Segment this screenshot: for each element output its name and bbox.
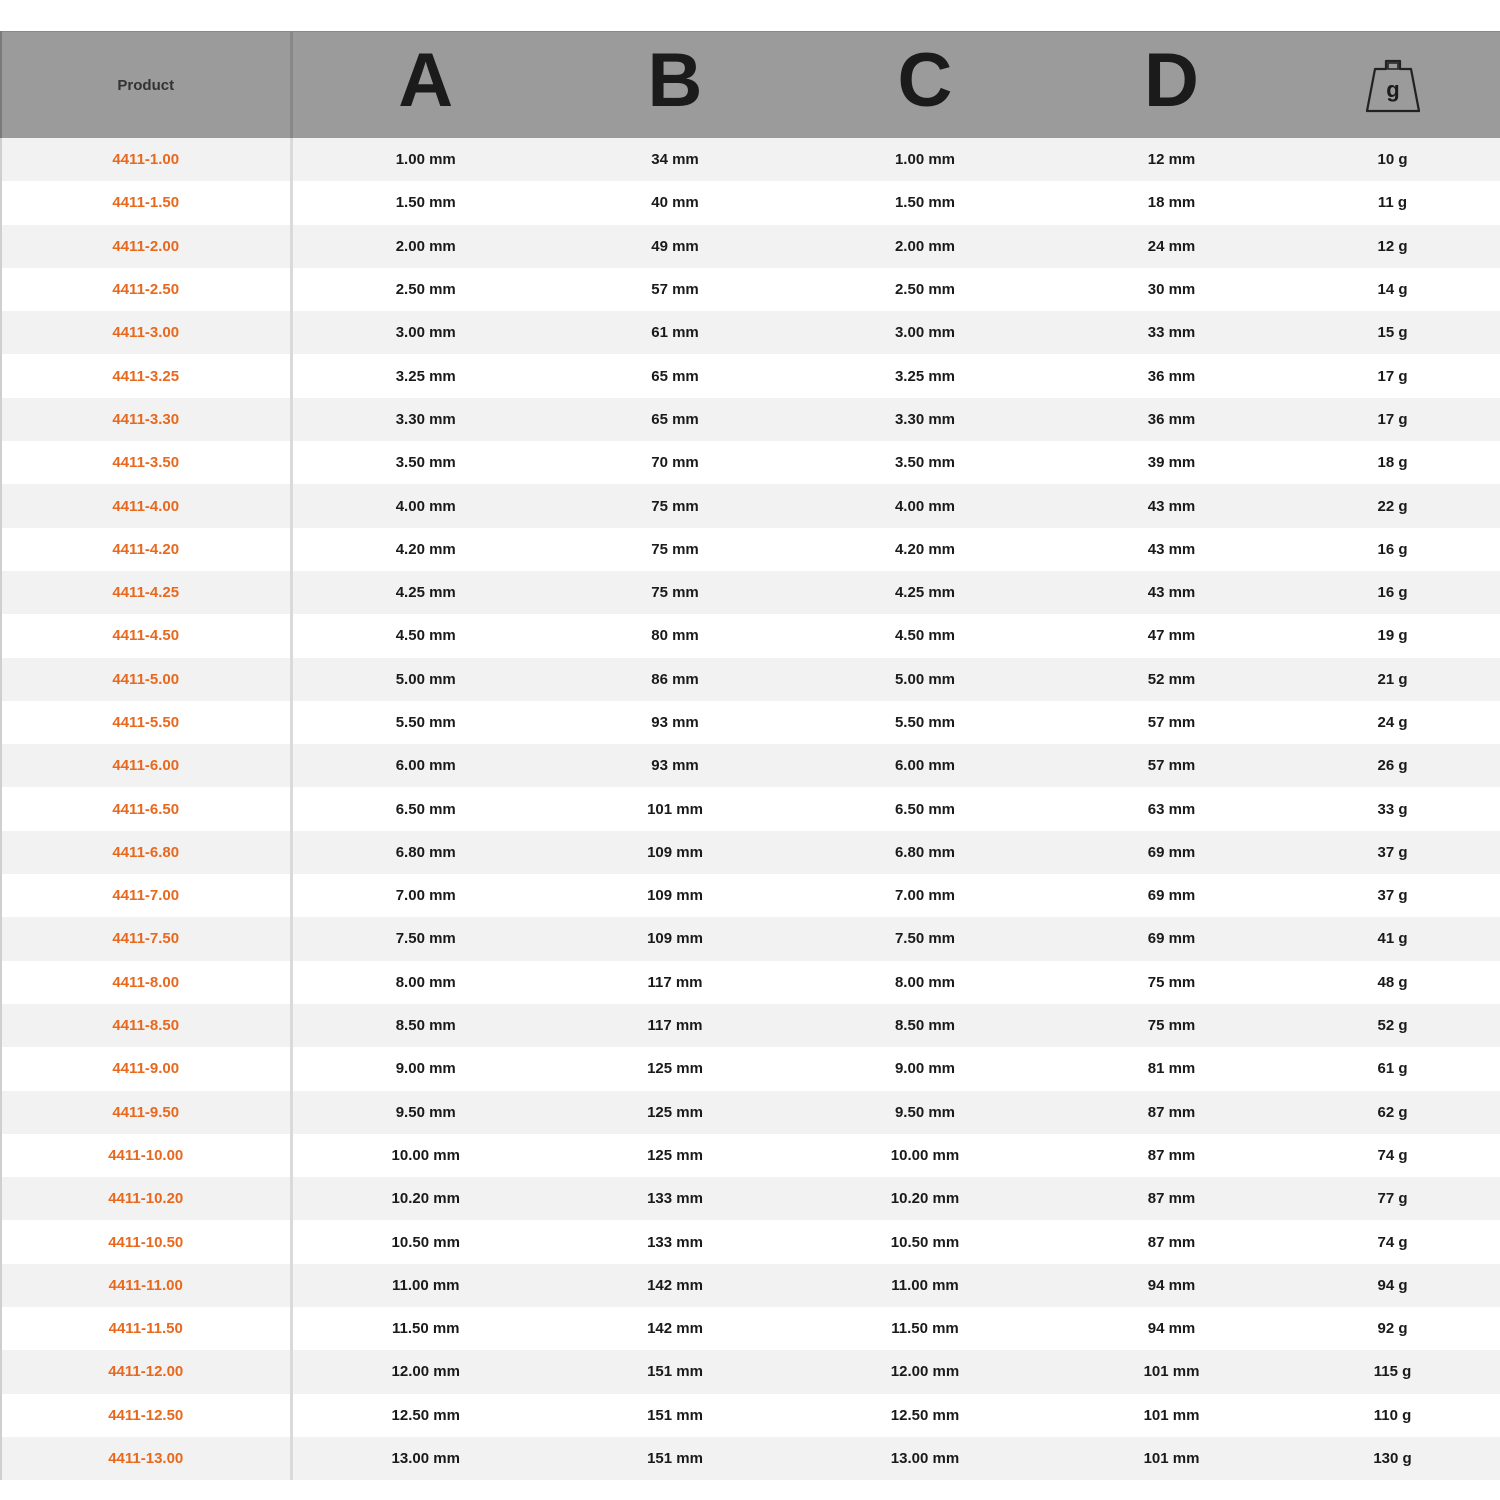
header-row [1, 32, 1500, 139]
c-cell: 3.00 mm [791, 311, 1059, 354]
product-cell[interactable]: 4411-11.00 [1, 1264, 291, 1307]
b-cell: 75 mm [559, 528, 791, 571]
product-cell[interactable]: 4411-10.00 [1, 1134, 291, 1177]
table-row [1, 744, 1500, 787]
table-row [1, 658, 1500, 701]
a-cell: 12.00 mm [291, 1350, 559, 1393]
product-cell[interactable]: 4411-7.00 [1, 874, 291, 917]
table-row [1, 701, 1500, 744]
product-cell[interactable]: 4411-1.50 [1, 181, 291, 224]
product-cell[interactable]: 4411-3.00 [1, 311, 291, 354]
table-row [1, 138, 1500, 181]
a-cell: 4.20 mm [291, 528, 559, 571]
weight-cell: 22 g [1284, 484, 1500, 527]
header-b-label: B [647, 38, 703, 123]
weight-cell: 17 g [1284, 354, 1500, 397]
d-cell: 69 mm [1059, 831, 1284, 874]
c-cell: 1.00 mm [791, 138, 1059, 181]
d-cell: 94 mm [1059, 1307, 1284, 1350]
d-cell: 87 mm [1059, 1220, 1284, 1263]
d-cell: 101 mm [1059, 1437, 1284, 1480]
c-cell: 8.00 mm [791, 961, 1059, 1004]
a-cell: 9.50 mm [291, 1091, 559, 1134]
table-body [1, 138, 1500, 1480]
table-row [1, 787, 1500, 830]
b-cell: 34 mm [559, 138, 791, 181]
d-cell: 24 mm [1059, 225, 1284, 268]
d-cell: 47 mm [1059, 614, 1284, 657]
product-cell[interactable]: 4411-6.50 [1, 787, 291, 830]
d-cell: 43 mm [1059, 484, 1284, 527]
weight-cell: 115 g [1284, 1350, 1500, 1393]
b-cell: 142 mm [559, 1264, 791, 1307]
table-row [1, 225, 1500, 268]
weight-cell: 17 g [1284, 398, 1500, 441]
b-cell: 117 mm [559, 961, 791, 1004]
b-cell: 93 mm [559, 744, 791, 787]
table-row [1, 1350, 1500, 1393]
b-cell: 125 mm [559, 1047, 791, 1090]
weight-cell: 62 g [1284, 1091, 1500, 1134]
d-cell: 101 mm [1059, 1394, 1284, 1437]
a-cell: 3.30 mm [291, 398, 559, 441]
product-cell[interactable]: 4411-2.00 [1, 225, 291, 268]
table-row [1, 311, 1500, 354]
table-row [1, 1047, 1500, 1090]
weight-icon [1364, 55, 1422, 115]
d-cell: 36 mm [1059, 398, 1284, 441]
weight-cell: 74 g [1284, 1220, 1500, 1263]
a-cell: 4.50 mm [291, 614, 559, 657]
b-cell: 117 mm [559, 1004, 791, 1047]
d-cell: 36 mm [1059, 354, 1284, 397]
d-cell: 57 mm [1059, 701, 1284, 744]
table-row [1, 528, 1500, 571]
product-cell[interactable]: 4411-9.50 [1, 1091, 291, 1134]
product-cell[interactable]: 4411-4.00 [1, 484, 291, 527]
c-cell: 3.25 mm [791, 354, 1059, 397]
b-cell: 101 mm [559, 787, 791, 830]
d-cell: 52 mm [1059, 658, 1284, 701]
c-cell: 5.50 mm [791, 701, 1059, 744]
table-row [1, 1394, 1500, 1437]
b-cell: 109 mm [559, 917, 791, 960]
table-row [1, 614, 1500, 657]
table-row [1, 1134, 1500, 1177]
d-cell: 81 mm [1059, 1047, 1284, 1090]
weight-cell: 37 g [1284, 874, 1500, 917]
table-header [1, 32, 1500, 139]
d-cell: 43 mm [1059, 571, 1284, 614]
c-cell: 10.00 mm [791, 1134, 1059, 1177]
a-cell: 3.50 mm [291, 441, 559, 484]
a-cell: 7.50 mm [291, 917, 559, 960]
b-cell: 70 mm [559, 441, 791, 484]
b-cell: 151 mm [559, 1394, 791, 1437]
table-row [1, 398, 1500, 441]
product-cell[interactable]: 4411-12.00 [1, 1350, 291, 1393]
weight-cell: 74 g [1284, 1134, 1500, 1177]
c-cell: 1.50 mm [791, 181, 1059, 224]
product-cell[interactable]: 4411-4.25 [1, 571, 291, 614]
c-cell: 9.50 mm [791, 1091, 1059, 1134]
table-row [1, 917, 1500, 960]
weight-cell: 41 g [1284, 917, 1500, 960]
header-b [559, 32, 791, 139]
b-cell: 151 mm [559, 1350, 791, 1393]
table-row [1, 441, 1500, 484]
product-cell[interactable]: 4411-5.00 [1, 658, 291, 701]
d-cell: 87 mm [1059, 1134, 1284, 1177]
c-cell: 3.30 mm [791, 398, 1059, 441]
product-cell[interactable]: 4411-13.00 [1, 1437, 291, 1480]
d-cell: 18 mm [1059, 181, 1284, 224]
c-cell: 7.00 mm [791, 874, 1059, 917]
table-row [1, 268, 1500, 311]
b-cell: 86 mm [559, 658, 791, 701]
product-cell[interactable]: 4411-5.50 [1, 701, 291, 744]
a-cell: 10.50 mm [291, 1220, 559, 1263]
d-cell: 75 mm [1059, 1004, 1284, 1047]
b-cell: 61 mm [559, 311, 791, 354]
c-cell: 4.20 mm [791, 528, 1059, 571]
b-cell: 133 mm [559, 1220, 791, 1263]
weight-cell: 92 g [1284, 1307, 1500, 1350]
product-cell[interactable]: 4411-3.30 [1, 398, 291, 441]
weight-cell: 15 g [1284, 311, 1500, 354]
weight-cell: 77 g [1284, 1177, 1500, 1220]
weight-cell: 18 g [1284, 441, 1500, 484]
a-cell: 7.00 mm [291, 874, 559, 917]
a-cell: 5.50 mm [291, 701, 559, 744]
product-cell[interactable]: 4411-3.25 [1, 354, 291, 397]
product-cell[interactable]: 4411-9.00 [1, 1047, 291, 1090]
weight-cell: 48 g [1284, 961, 1500, 1004]
header-a [291, 32, 559, 139]
a-cell: 13.00 mm [291, 1437, 559, 1480]
weight-cell: 16 g [1284, 571, 1500, 614]
c-cell: 3.50 mm [791, 441, 1059, 484]
weight-cell: 37 g [1284, 831, 1500, 874]
product-cell[interactable]: 4411-10.50 [1, 1220, 291, 1263]
c-cell: 4.50 mm [791, 614, 1059, 657]
header-d-label: D [1144, 38, 1199, 123]
table-row [1, 831, 1500, 874]
b-cell: 65 mm [559, 398, 791, 441]
a-cell: 4.00 mm [291, 484, 559, 527]
d-cell: 87 mm [1059, 1177, 1284, 1220]
weight-icon-label: g [1385, 77, 1400, 102]
table-row [1, 354, 1500, 397]
c-cell: 6.80 mm [791, 831, 1059, 874]
weight-cell: 14 g [1284, 268, 1500, 311]
a-cell: 10.00 mm [291, 1134, 559, 1177]
product-cell[interactable]: 4411-4.50 [1, 614, 291, 657]
c-cell: 11.00 mm [791, 1264, 1059, 1307]
a-cell: 6.50 mm [291, 787, 559, 830]
c-cell: 12.50 mm [791, 1394, 1059, 1437]
d-cell: 94 mm [1059, 1264, 1284, 1307]
b-cell: 75 mm [559, 571, 791, 614]
a-cell: 9.00 mm [291, 1047, 559, 1090]
c-cell: 2.00 mm [791, 225, 1059, 268]
a-cell: 8.50 mm [291, 1004, 559, 1047]
a-cell: 11.00 mm [291, 1264, 559, 1307]
a-cell: 2.00 mm [291, 225, 559, 268]
product-cell[interactable]: 4411-2.50 [1, 268, 291, 311]
table-row [1, 1177, 1500, 1220]
d-cell: 39 mm [1059, 441, 1284, 484]
b-cell: 125 mm [559, 1091, 791, 1134]
a-cell: 4.25 mm [291, 571, 559, 614]
weight-cell: 52 g [1284, 1004, 1500, 1047]
d-cell: 12 mm [1059, 138, 1284, 181]
weight-cell: 24 g [1284, 701, 1500, 744]
weight-cell: 61 g [1284, 1047, 1500, 1090]
b-cell: 109 mm [559, 831, 791, 874]
c-cell: 2.50 mm [791, 268, 1059, 311]
table-row [1, 1220, 1500, 1263]
d-cell: 101 mm [1059, 1350, 1284, 1393]
a-cell: 6.00 mm [291, 744, 559, 787]
b-cell: 65 mm [559, 354, 791, 397]
spec-table [0, 31, 1500, 1480]
table-row [1, 571, 1500, 614]
table-row [1, 1264, 1500, 1307]
c-cell: 4.25 mm [791, 571, 1059, 614]
b-cell: 133 mm [559, 1177, 791, 1220]
c-cell: 7.50 mm [791, 917, 1059, 960]
a-cell: 5.00 mm [291, 658, 559, 701]
product-cell[interactable]: 4411-8.50 [1, 1004, 291, 1047]
c-cell: 4.00 mm [791, 484, 1059, 527]
c-cell: 9.00 mm [791, 1047, 1059, 1090]
weight-cell: 12 g [1284, 225, 1500, 268]
d-cell: 87 mm [1059, 1091, 1284, 1134]
product-cell[interactable]: 4411-4.20 [1, 528, 291, 571]
b-cell: 80 mm [559, 614, 791, 657]
c-cell: 11.50 mm [791, 1307, 1059, 1350]
a-cell: 12.50 mm [291, 1394, 559, 1437]
d-cell: 43 mm [1059, 528, 1284, 571]
c-cell: 12.00 mm [791, 1350, 1059, 1393]
c-cell: 10.50 mm [791, 1220, 1059, 1263]
product-cell[interactable]: 4411-10.20 [1, 1177, 291, 1220]
header-d [1059, 32, 1284, 139]
b-cell: 125 mm [559, 1134, 791, 1177]
product-cell[interactable]: 4411-6.00 [1, 744, 291, 787]
product-cell[interactable]: 4411-6.80 [1, 831, 291, 874]
a-cell: 10.20 mm [291, 1177, 559, 1220]
product-cell[interactable]: 4411-3.50 [1, 441, 291, 484]
d-cell: 69 mm [1059, 917, 1284, 960]
a-cell: 3.00 mm [291, 311, 559, 354]
weight-cell: 10 g [1284, 138, 1500, 181]
table-row [1, 1307, 1500, 1350]
c-cell: 13.00 mm [791, 1437, 1059, 1480]
header-weight [1284, 32, 1500, 139]
table-row [1, 874, 1500, 917]
table-row [1, 1437, 1500, 1480]
weight-cell: 94 g [1284, 1264, 1500, 1307]
b-cell: 93 mm [559, 701, 791, 744]
b-cell: 75 mm [559, 484, 791, 527]
weight-cell: 16 g [1284, 528, 1500, 571]
c-cell: 10.20 mm [791, 1177, 1059, 1220]
weight-cell: 26 g [1284, 744, 1500, 787]
b-cell: 49 mm [559, 225, 791, 268]
d-cell: 63 mm [1059, 787, 1284, 830]
header-c [791, 32, 1059, 139]
d-cell: 30 mm [1059, 268, 1284, 311]
a-cell: 3.25 mm [291, 354, 559, 397]
weight-cell: 33 g [1284, 787, 1500, 830]
c-cell: 6.00 mm [791, 744, 1059, 787]
b-cell: 57 mm [559, 268, 791, 311]
d-cell: 69 mm [1059, 874, 1284, 917]
table-row [1, 484, 1500, 527]
d-cell: 57 mm [1059, 744, 1284, 787]
a-cell: 1.00 mm [291, 138, 559, 181]
a-cell: 1.50 mm [291, 181, 559, 224]
b-cell: 40 mm [559, 181, 791, 224]
weight-cell: 110 g [1284, 1394, 1500, 1437]
d-cell: 33 mm [1059, 311, 1284, 354]
table-row [1, 181, 1500, 224]
weight-cell: 19 g [1284, 614, 1500, 657]
weight-cell: 130 g [1284, 1437, 1500, 1480]
a-cell: 8.00 mm [291, 961, 559, 1004]
product-cell[interactable]: 4411-8.00 [1, 961, 291, 1004]
header-product: Product [1, 32, 291, 139]
c-cell: 6.50 mm [791, 787, 1059, 830]
table-row [1, 1091, 1500, 1134]
product-cell[interactable]: 4411-7.50 [1, 917, 291, 960]
weight-cell: 21 g [1284, 658, 1500, 701]
product-cell[interactable]: 4411-11.50 [1, 1307, 291, 1350]
table-row [1, 961, 1500, 1004]
d-cell: 75 mm [1059, 961, 1284, 1004]
a-cell: 2.50 mm [291, 268, 559, 311]
product-cell[interactable]: 4411-12.50 [1, 1394, 291, 1437]
a-cell: 6.80 mm [291, 831, 559, 874]
b-cell: 142 mm [559, 1307, 791, 1350]
b-cell: 109 mm [559, 874, 791, 917]
a-cell: 11.50 mm [291, 1307, 559, 1350]
b-cell: 151 mm [559, 1437, 791, 1480]
c-cell: 5.00 mm [791, 658, 1059, 701]
c-cell: 8.50 mm [791, 1004, 1059, 1047]
header-c-label: C [897, 38, 953, 123]
header-a-label: A [398, 38, 454, 123]
weight-cell: 11 g [1284, 181, 1500, 224]
table-row [1, 1004, 1500, 1047]
product-cell[interactable]: 4411-1.00 [1, 138, 291, 181]
